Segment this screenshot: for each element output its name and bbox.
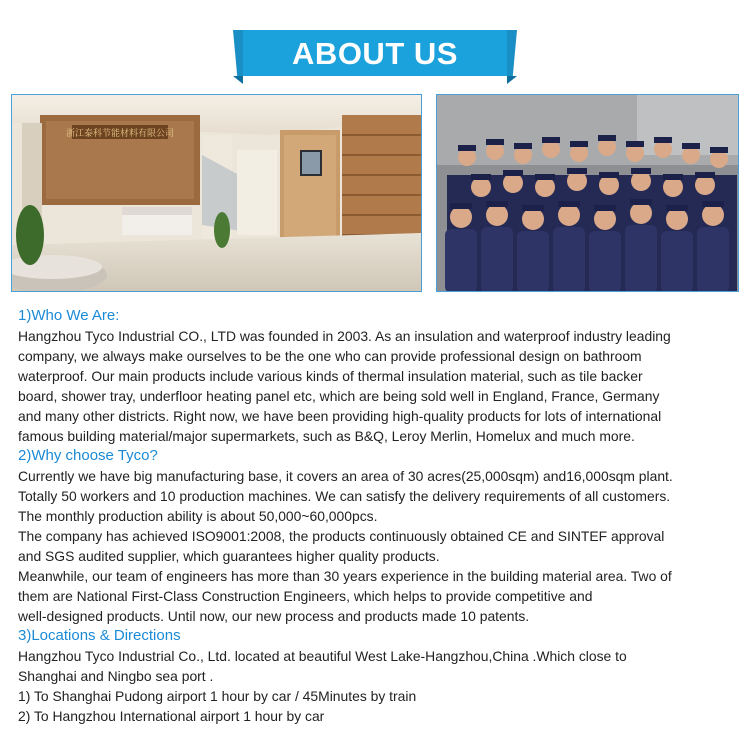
paragraph-line: 2) To Hangzhou International airport 1 hour by car [18,708,325,724]
paragraph-line: them are National First-Class Construction Engineers, which helps to provide competitive and [18,588,593,604]
paragraph-line: The company has achieved ISO9001:2008, the products continuously obtained CE and SINTEF approval [18,528,665,544]
lobby-illustration [12,95,422,292]
about-content [18,306,738,726]
paragraph-line: and many other districts. Right now, we have been providing high-quality products for lots of international [18,408,662,424]
paragraph-line: waterproof. Our main products include various kinds of thermal insulation material, such as tile backer [18,368,643,384]
paragraph-line: Hangzhou Tyco Industrial CO., LTD was founded in 2003. As an insulation and waterproof industry leading [18,328,671,344]
team-illustration [437,95,739,292]
paragraph-line: company, we always make ourselves to be the one who can provide professional design on bathroom [18,348,642,364]
paragraph-line: Hangzhou Tyco Industrial Co., Ltd. located at beautiful West Lake-Hangzhou,China .Which close to [18,648,627,664]
section-why-choose [18,446,738,626]
company-sign-text: 浙江泰科节能材料有限公司 [65,129,175,139]
paragraph-line: 1) To Shanghai Pudong airport 1 hour by car / 45Minutes by train [18,688,417,704]
banner-title: ABOUT US [292,36,458,71]
section-heading: 1)Who We Are: [18,307,120,324]
banner-fold-right [507,76,517,84]
paragraph-line: Currently we have big manufacturing base, it covers an area of 30 acres(25,000sqm) and16,000sqm plant. [18,468,673,484]
paragraph-line: Shanghai and Ningbo sea port . [18,668,214,684]
paragraph-line: and SGS audited supplier, which guarantees higher quality products. [18,548,440,564]
company-team-photo [436,94,739,292]
section-who-we-are [18,306,738,446]
about-us-banner [243,30,507,76]
section-locations [18,626,738,726]
paragraph-line: Meanwhile, our team of engineers has more than 30 years experience in the building material area. Two of [18,568,672,584]
paragraph-line: board, shower tray, underfloor heating panel etc, which are being sold well in England, France, Germany [18,388,660,404]
paragraph-line: Totally 50 workers and 10 production machines. We can satisfy the delivery requirements of all customers. [18,488,671,504]
section-heading: 2)Why choose Tyco? [18,447,158,464]
company-lobby-photo [11,94,422,292]
paragraph-line: well-designed products. Until now, our new process and products made 10 patents. [18,608,530,624]
paragraph-line: famous building material/major supermarkets, such as B&Q, Leroy Merlin, Homelux and much more. [18,428,635,444]
section-heading: 3)Locations & Directions [18,627,181,644]
banner-fold-left [233,76,243,84]
paragraph-line: The monthly production ability is about 50,000~60,000pcs. [18,508,378,524]
